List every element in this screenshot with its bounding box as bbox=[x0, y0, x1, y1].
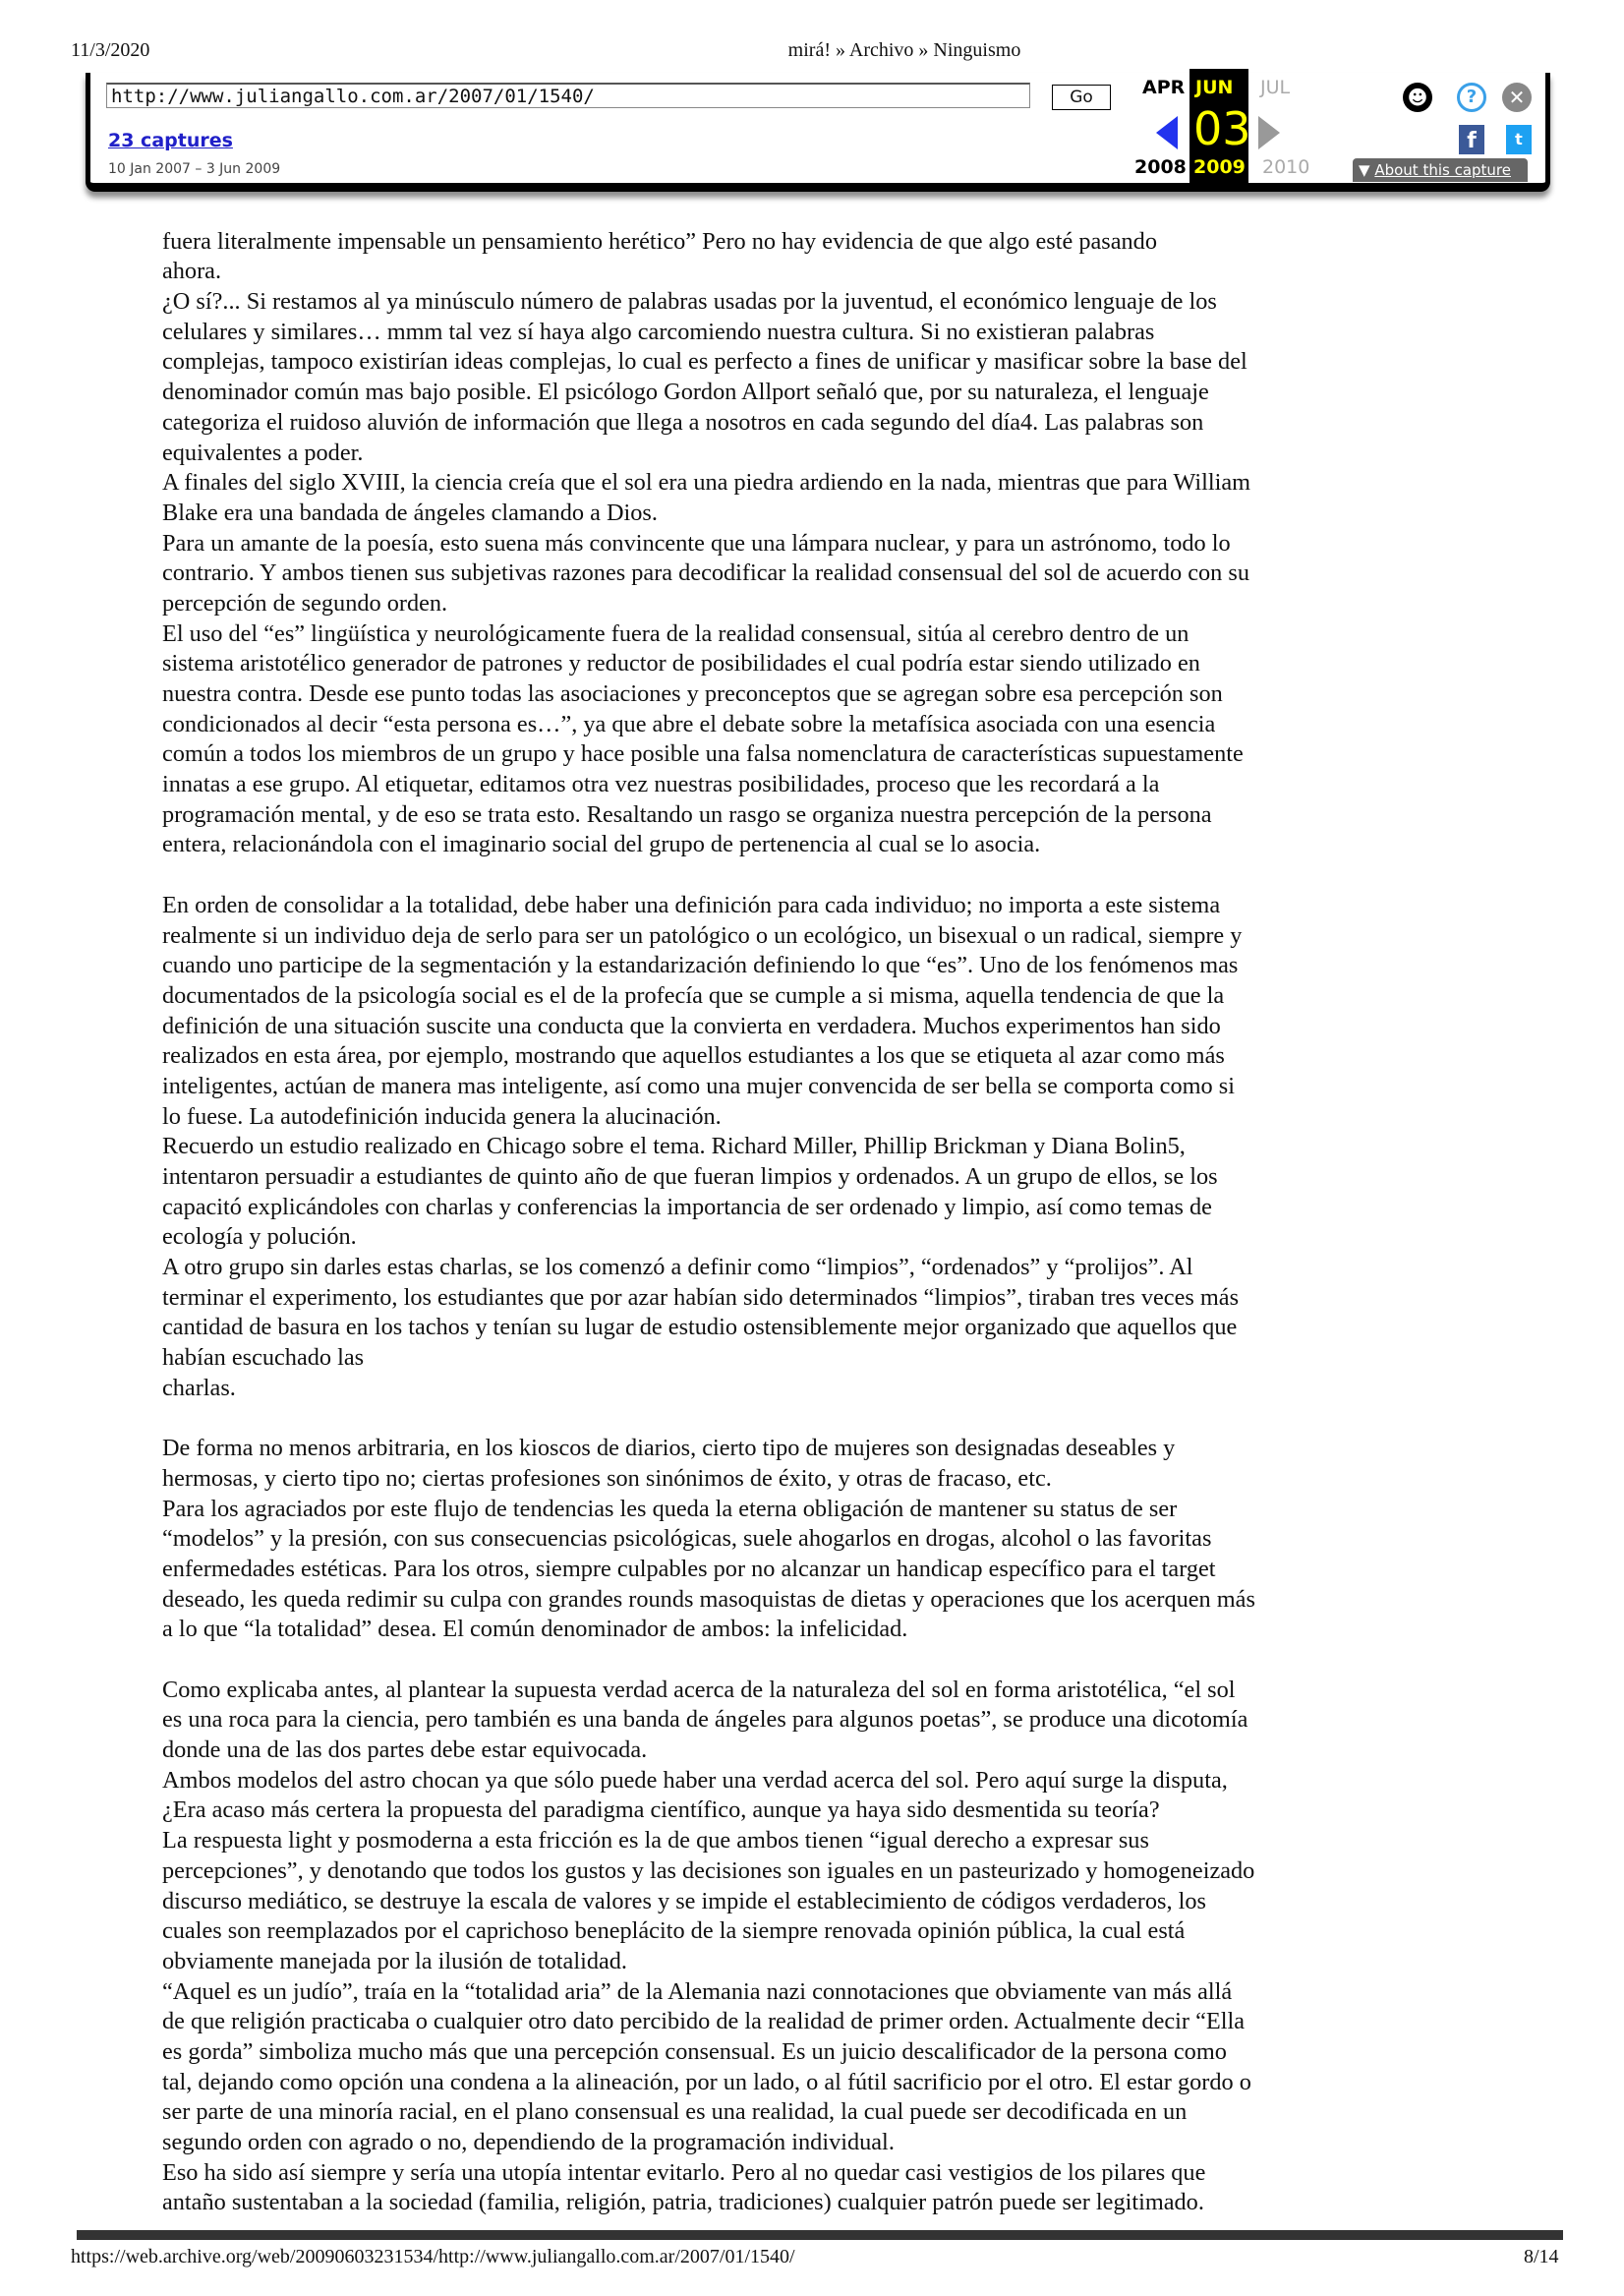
close-icon[interactable]: ✕ bbox=[1502, 83, 1532, 112]
text-line: habían escuchado las bbox=[162, 1344, 365, 1372]
year-current: 2009 bbox=[1193, 156, 1246, 178]
text-line: definición de una situación suscite una conducta que la convierta en verdadera. Muchos experimentos han sido bbox=[162, 1012, 1221, 1039]
text-line: ¿Era acaso más certera la propuesta del paradigma científico, aunque ya haya sido desmentida su teoría? bbox=[162, 1796, 1160, 1824]
text-line: tal, dejando como opción una condena a la alineación, por un lado, o al fútil sacrificio por el otro. El estar gordo o bbox=[162, 2068, 1251, 2095]
text-line: terminar el experimento, los estudiantes que por azar habían sido determinados “limpios”, tiraban tres veces más bbox=[162, 1283, 1240, 1311]
text-line: De forma no menos arbitraria, en los kioscos de diarios, cierto tipo de mujeres son designadas deseables y bbox=[162, 1435, 1176, 1462]
text-line: equivalentes a poder. bbox=[162, 439, 364, 466]
capture-range: 10 Jan 2007 – 3 Jun 2009 bbox=[108, 161, 281, 177]
article-body bbox=[162, 197, 1538, 2218]
text-line: percepciones”, y denotando que todos los gustos y las decisiones son iguales en un pasteurizado y homogeneizado bbox=[162, 1856, 1255, 1884]
text-line: condicionados al decir “esta persona es…”, ya que abre el debate sobre la metafísica asociada con una esencia bbox=[162, 710, 1216, 737]
text-line: hermosas, y cierto tipo no; ciertas profesiones son sinónimos de éxito, y otras de fracaso, etc. bbox=[162, 1464, 1052, 1492]
text-line: común a todos los miembros de un grupo y hace posible una falsa nomenclatura de características supuestamente bbox=[162, 740, 1244, 768]
text-line: antaño sustentaban a la sociedad (familia, religión, patria, tradiciones) cualquier patrón puede ser legitimado. bbox=[162, 2189, 1204, 2216]
text-line: A otro grupo sin darles estas charlas, se los comenzó a definir como “limpios”, “ordenados” y “prolijos”. Al bbox=[162, 1254, 1193, 1281]
print-date: 11/3/2020 bbox=[71, 39, 150, 61]
text-line: Recuerdo un estudio realizado en Chicago sobre el tema. Richard Miller, Phillip Brickman y Diana Bolin5, bbox=[162, 1133, 1186, 1160]
text-line: programación mental, y de eso se trata esto. Resaltando un rasgo se organiza nuestra percepción de la persona bbox=[162, 800, 1212, 828]
text-line: cantidad de basura en los tachos y tenían su lugar de estudio ostensiblemente mejor organizado que aquellos que bbox=[162, 1314, 1238, 1341]
text-line: ser parte de una minoría racial, en el plano consensual es una realidad, la cual puede ser decodificada en un bbox=[162, 2098, 1188, 2126]
text-line: categoriza el ruidoso aluvión de información que llega a nosotros en cada segundo del día4. Las palabras son bbox=[162, 408, 1204, 436]
text-line: A finales del siglo XVIII, la ciencia creía que el sol era una piedra ardiendo en la nada, mientras que para William bbox=[162, 469, 1251, 497]
text-line: contrario. Y ambos tienen sus subjetivas razones para decodificar la realidad consensual del sol de acuerdo con su bbox=[162, 559, 1250, 587]
text-line: realizados en esta área, por ejemplo, mostrando que aquellos estudiantes a los que se etiqueta al azar como más bbox=[162, 1042, 1225, 1070]
text-line: donde una de las dos partes debe estar equivocada. bbox=[162, 1737, 648, 1764]
month-prev-link[interactable]: APR bbox=[1142, 77, 1186, 98]
page-title: mirá! » Archivo » Ninguismo bbox=[787, 39, 1021, 61]
month-next: JUL bbox=[1260, 77, 1291, 98]
page-divider bbox=[77, 2230, 1563, 2240]
footer-url: https://web.archive.org/web/20090603231534/http://www.juliangallo.com.ar/2007/01/1540/ bbox=[71, 2246, 795, 2267]
user-icon[interactable]: ☻ bbox=[1403, 83, 1432, 112]
wayback-toolbar bbox=[86, 73, 1550, 192]
text-line: fuera literalmente impensable un pensamiento herético” Pero no hay evidencia de que algo esté pasando bbox=[162, 227, 1157, 255]
about-capture-label: About this capture bbox=[1374, 161, 1511, 179]
about-capture-button[interactable] bbox=[1353, 158, 1528, 182]
text-line: sistema aristotélico generador de patrones y reductor de posibilidades el cual podría estar siendo utilizado en bbox=[162, 650, 1200, 677]
text-line: Ambos modelos del astro chocan ya que sólo puede haber una verdad acerca del sol. Pero aquí surge la disputa, bbox=[162, 1766, 1228, 1794]
text-line: Para los agraciados por este flujo de tendencias les queda la eterna obligación de mantener su status de ser bbox=[162, 1495, 1178, 1522]
text-line: entera, relacionándola con el imaginario social del grupo de pertenencia al cual se lo asocia. bbox=[162, 831, 1041, 858]
blank-line bbox=[162, 1404, 1538, 1435]
text-line: Blake era una bandada de ángeles clamando a Dios. bbox=[162, 499, 658, 526]
captures-link[interactable]: 23 captures bbox=[108, 130, 233, 151]
text-line: “Aquel es un judío”, traía en la “totalidad aria” de la Alemania nazi connotaciones que obviamente van más allá bbox=[162, 1977, 1233, 2005]
text-line: complejas, tampoco existirían ideas complejas, lo cual es perfecto a fines de unificar y masificar sobre la base del bbox=[162, 348, 1247, 376]
text-line: intentaron persuadir a estudiantes de quinto año de que fueran limpios y ordenados. A un grupo de ellos, se los bbox=[162, 1163, 1218, 1190]
month-current: JUN bbox=[1195, 77, 1234, 98]
text-line: enfermedades estéticas. Para los otros, siempre culpables por no alcanzar un handicap específico para el target bbox=[162, 1555, 1216, 1582]
blank-line bbox=[162, 1645, 1538, 1676]
text-line: discurso mediático, se destruye la escala de valores y se impide el establecimiento de códigos verdaderos, los bbox=[162, 1887, 1206, 1914]
text-line: cuales son reemplazados por el caprichoso beneplácito de la siempre renovada opinión pública, la cual está bbox=[162, 1917, 1186, 1945]
blank-line bbox=[162, 860, 1538, 891]
text-line: percepción de segundo orden. bbox=[162, 589, 448, 617]
prev-capture-arrow-icon[interactable] bbox=[1156, 116, 1178, 149]
text-line: Como explicaba antes, al plantear la supuesta verdad acerca de la naturaleza del sol en forma aristotélica, “el sol bbox=[162, 1676, 1236, 1703]
text-line: “modelos” y la presión, con sus consecuencias psicológicas, suele ahogarlos en drogas, alcohol o las favoritas bbox=[162, 1525, 1212, 1553]
text-line: En orden de consolidar a la totalidad, debe haber una definición para cada individuo; no importa a este sistema bbox=[162, 891, 1221, 918]
text-line: ahora. bbox=[162, 258, 222, 285]
text-line: realmente si un individuo deja de serlo para ser un patológico o un ecológico, un bisexual o un radical, siempre y bbox=[162, 921, 1243, 949]
text-line: documentados de la psicología social es el de la profecía que se cumple a si misma, aquella tendencia de que la bbox=[162, 981, 1225, 1009]
facebook-icon[interactable]: f bbox=[1459, 125, 1484, 154]
text-line: inteligentes, actúan de manera mas inteligente, así como una mujer convencida de ser bella se comporta como si bbox=[162, 1072, 1235, 1099]
text-line: capacitó explicándoles con charlas y conferencias la importancia de ser ordenado y limpio, así como temas de bbox=[162, 1193, 1212, 1220]
text-line: nuestra contra. Desde ese punto todas las asociaciones y preconceptos que se agregan sobre esa percepción son bbox=[162, 680, 1223, 707]
triangle-down-icon: ▼ bbox=[1359, 161, 1370, 179]
text-line: denominador común mas bajo posible. El psicólogo Gordon Allport señaló que, por su naturaleza, el lenguaje bbox=[162, 379, 1209, 406]
text-line: ecología y polución. bbox=[162, 1223, 357, 1251]
next-capture-arrow-icon bbox=[1258, 116, 1280, 149]
url-input[interactable]: http://www.juliangallo.com.ar/2007/01/1540/ bbox=[106, 83, 1030, 108]
text-line: ¿O sí?... Si restamos al ya minúsculo número de palabras usadas por la juventud, el económico lenguaje de los bbox=[162, 288, 1217, 316]
go-button[interactable]: Go bbox=[1052, 85, 1111, 110]
text-line: obviamente manejada por la ilusión de totalidad. bbox=[162, 1947, 627, 1974]
text-line: innatas a ese grupo. Al etiquetar, editamos otra vez nuestras posibilidades, proceso que les recordará a la bbox=[162, 771, 1160, 798]
text-line: Eso ha sido así siempre y sería una utopía intentar evitarlo. Pero al no quedar casi vestigios de los pilares que bbox=[162, 2158, 1206, 2186]
text-line: deseado, les queda redimir su culpa con grandes rounds masoquistas de dietas y operaciones que los acerquen más bbox=[162, 1585, 1255, 1613]
text-line: charlas. bbox=[162, 1374, 236, 1401]
text-line: segundo orden con agrado o no, dependiendo de la programación individual. bbox=[162, 2129, 895, 2155]
twitter-icon[interactable]: t bbox=[1506, 125, 1532, 154]
year-prev-link[interactable]: 2008 bbox=[1134, 156, 1187, 178]
text-line: celulares y similares… mmm tal vez sí haya algo carcomiendo nuestra cultura. Si no existieran palabras bbox=[162, 318, 1155, 345]
help-icon[interactable]: ? bbox=[1457, 83, 1486, 112]
capture-day: 03 bbox=[1193, 102, 1251, 155]
text-line: lo fuese. La autodefinición inducida genera la alucinación. bbox=[162, 1102, 722, 1130]
blank-line bbox=[162, 197, 1538, 227]
text-line: es una roca para la ciencia, pero también es una banda de ángeles para algunos poetas”, se produce una dicotomía bbox=[162, 1706, 1248, 1734]
year-next: 2010 bbox=[1262, 156, 1310, 178]
text-line: Para un amante de la poesía, esto suena más convincente que una lámpara nuclear, y para un astrónomo, todo lo bbox=[162, 529, 1231, 557]
text-line: a lo que “la totalidad” desea. El común denominador de ambos: la infelicidad. bbox=[162, 1616, 908, 1643]
text-line: de que religión practicaba o cualquier otro dato percibido de la realidad de primer orden. Actualmente decir “Ella bbox=[162, 2008, 1245, 2035]
page-number: 8/14 bbox=[1524, 2246, 1559, 2267]
text-line: El uso del “es” lingüística y neurológicamente fuera de la realidad consensual, sitúa al cerebro dentro de un bbox=[162, 619, 1189, 647]
text-line: La respuesta light y posmoderna a esta fricción es la de que ambos tienen “igual derecho a expresar sus bbox=[162, 1827, 1149, 1854]
text-line: cuando uno participe de la segmentación y la estandarización definiendo lo que “es”. Uno de los fenómenos mas bbox=[162, 952, 1239, 979]
text-line: es gorda” simboliza mucho más que una percepción consensual. Es un juicio descalificador de la persona como bbox=[162, 2037, 1227, 2065]
